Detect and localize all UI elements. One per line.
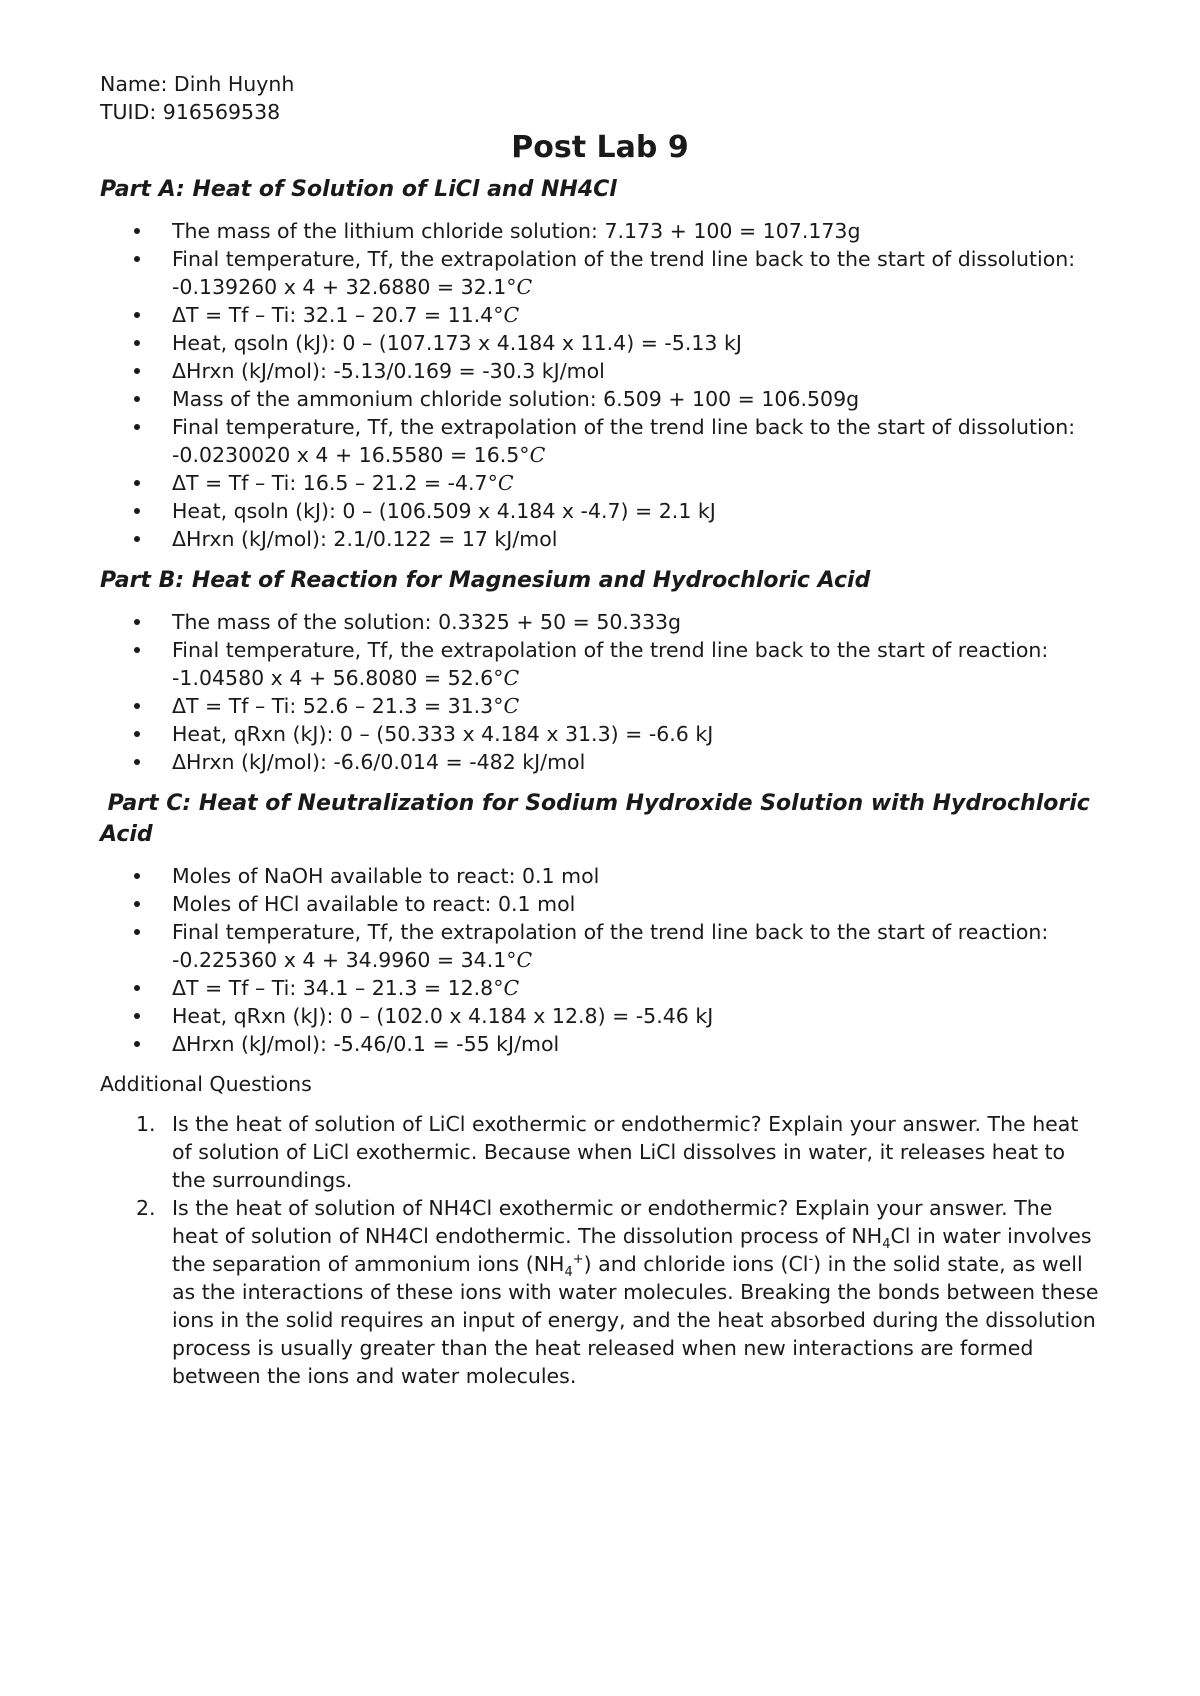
list-item: ΔT = Tf – Ti: 32.1 – 20.7 = 11.4°C	[100, 301, 1100, 329]
part-b-heading: Part B: Heat of Reaction for Magnesium and Hydrochloric Acid	[100, 568, 871, 593]
bullet-icon	[134, 228, 140, 234]
list-item: Final temperature, Tf, the extrapolation of the trend line back to the start of reaction: -1.04580 x 4 + 56.8080 = 52.6°C	[100, 636, 1100, 692]
answer-text: The heat of solution of NH4Cl endothermic. The dissolution process of $NH_4Cl$ in water involves the separation of ammonium ions $(NH_4^+)$ and chloride ions (Cl-) in the solid state, as well as the interactions of these ions with water molecules. Breaking the bonds between these ions in the solid requires an input of energy, and the heat absorbed during the dissolution process is usually greater than the heat released when new interactions are formed between the ions and water molecules.	[172, 1196, 1099, 1388]
list-item: ΔT = Tf – Ti: 52.6 – 21.3 = 31.3°C	[100, 692, 1100, 720]
bullet-icon	[134, 703, 140, 709]
additional-questions-list	[100, 1110, 1100, 1390]
list-item: Heat, qRxn (kJ): 0 – (50.333 x 4.184 x 31.3) = -6.6 kJ	[100, 720, 1100, 748]
part-b-list	[100, 608, 1100, 776]
bullet-icon	[134, 536, 140, 542]
answer-text: The heat of solution of LiCl exothermic. Because when LiCl dissolves in water, it releases heat to the surroundings.	[172, 1112, 1079, 1192]
list-item: Final temperature, Tf, the extrapolation of the trend line back to the start of dissolution: -0.139260 x 4 + 32.6880 = 32.1°C	[100, 245, 1100, 301]
bullet-icon	[134, 396, 140, 402]
student-name: Name: Dinh Huynh	[100, 72, 295, 96]
list-item: ΔHrxn (kJ/mol): -5.13/0.169 = -30.3 kJ/mol	[100, 357, 1100, 385]
list-item: The mass of the lithium chloride solution: 7.173 + 100 = 107.173g	[100, 217, 1100, 245]
bullet-icon	[134, 873, 140, 879]
part-c-list	[100, 862, 1100, 1058]
question-text: Is the heat of solution of LiCl exothermic or endothermic? Explain your answer.	[172, 1112, 982, 1136]
part-a-list	[100, 217, 1100, 553]
bullet-icon	[134, 312, 140, 318]
list-item: Final temperature, Tf, the extrapolation of the trend line back to the start of reaction: -0.225360 x 4 + 34.9960 = 34.1°C	[100, 918, 1100, 974]
bullet-icon	[134, 731, 140, 737]
list-item: ΔHrxn (kJ/mol): -6.6/0.014 = -482 kJ/mol	[100, 748, 1100, 776]
bullet-icon	[134, 985, 140, 991]
bullet-icon	[134, 424, 140, 430]
list-item: Mass of the ammonium chloride solution: 6.509 + 100 = 106.509g	[100, 385, 1100, 413]
list-item: The mass of the solution: 0.3325 + 50 = 50.333g	[100, 608, 1100, 636]
document-content	[100, 70, 1100, 1390]
bullet-icon	[134, 1041, 140, 1047]
bullet-icon	[134, 759, 140, 765]
bullet-icon	[134, 619, 140, 625]
additional-questions-title: Additional Questions	[100, 1072, 312, 1096]
bullet-icon	[134, 929, 140, 935]
page-title: Post Lab 9	[511, 130, 689, 165]
list-item: Heat, qsoln (kJ): 0 – (106.509 x 4.184 x -4.7) = 2.1 kJ	[100, 497, 1100, 525]
bullet-icon	[134, 508, 140, 514]
question-item	[100, 1194, 1100, 1390]
list-item: ΔT = Tf – Ti: 34.1 – 21.3 = 12.8°C	[100, 974, 1100, 1002]
bullet-icon	[134, 480, 140, 486]
bullet-icon	[134, 901, 140, 907]
list-item: Moles of HCl available to react: 0.1 mol	[100, 890, 1100, 918]
bullet-icon	[134, 340, 140, 346]
list-item: Final temperature, Tf, the extrapolation of the trend line back to the start of dissolution: -0.0230020 x 4 + 16.5580 = 16.5°C	[100, 413, 1100, 469]
list-item: ΔHrxn (kJ/mol): 2.1/0.122 = 17 kJ/mol	[100, 525, 1100, 553]
list-item: Moles of NaOH available to react: 0.1 mol	[100, 862, 1100, 890]
list-item: Heat, qRxn (kJ): 0 – (102.0 x 4.184 x 12.8) = -5.46 kJ	[100, 1002, 1100, 1030]
student-tuid: TUID: 916569538	[100, 100, 281, 124]
question-number: 1.	[136, 1112, 156, 1136]
bullet-icon	[134, 256, 140, 262]
list-item: ΔHrxn (kJ/mol): -5.46/0.1 = -55 kJ/mol	[100, 1030, 1100, 1058]
part-c-heading: Part C: Heat of Neutralization for Sodium Hydroxide Solution with Hydrochloric Acid	[100, 791, 1098, 847]
question-number: 2.	[136, 1196, 156, 1220]
part-a-heading: Part A: Heat of Solution of LiCl and NH4Cl	[100, 177, 617, 202]
question-item	[100, 1110, 1100, 1194]
bullet-icon	[134, 647, 140, 653]
bullet-icon	[134, 1013, 140, 1019]
list-item: ΔT = Tf – Ti: 16.5 – 21.2 = -4.7°C	[100, 469, 1100, 497]
question-text: Is the heat of solution of NH4Cl exothermic or endothermic? Explain your answer.	[172, 1196, 1008, 1220]
list-item: Heat, qsoln (kJ): 0 – (107.173 x 4.184 x 11.4) = -5.13 kJ	[100, 329, 1100, 357]
bullet-icon	[134, 368, 140, 374]
